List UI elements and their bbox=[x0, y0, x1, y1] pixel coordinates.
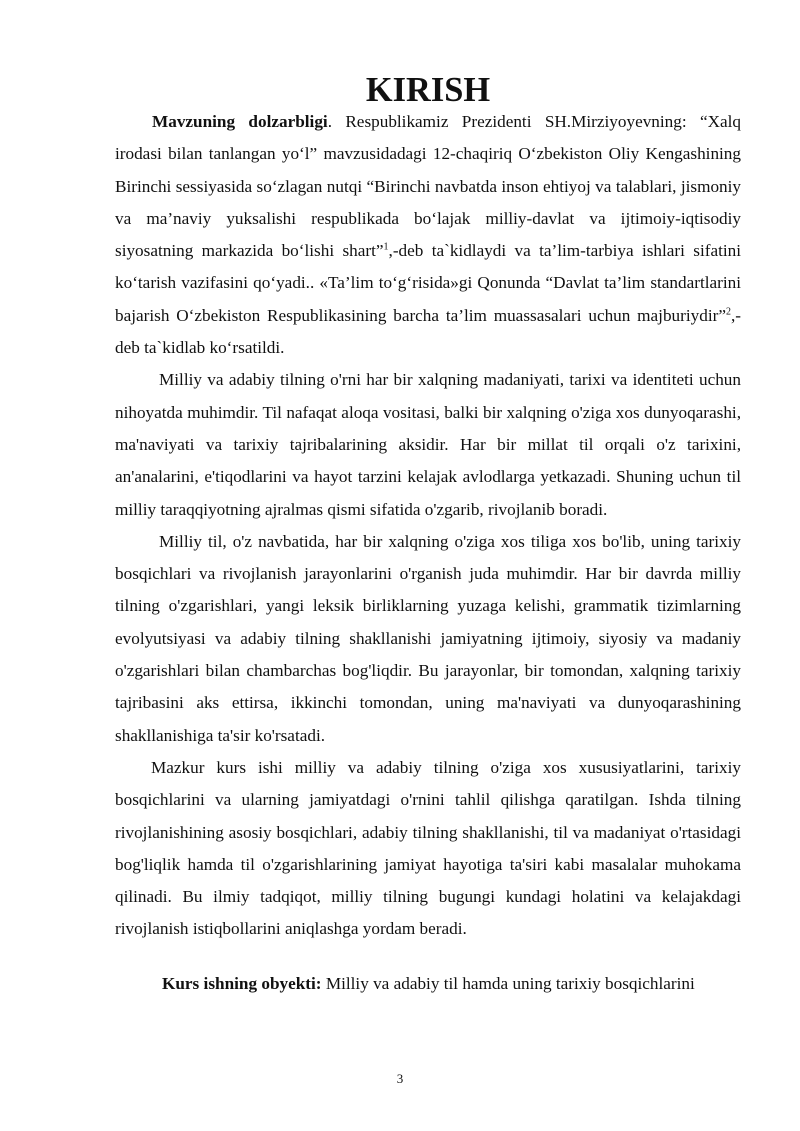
footnote-marker-1[interactable]: 1 bbox=[383, 241, 389, 253]
paragraph-national-language: Milliy til, o'z navbatida, har bir xalqning o'ziga xos tiliga xos bo'lib, uning tarixiy bosqichlari va rivojlanish jarayonlarini o'rganish juda muhimdir. Har bir davrda milliy tilning o'zgarishlari, yangi leksik birliklarning yuzaga kelishi, grammatik tizimlarning evolyutsiyasi va adabiy tilning shakllanishi jamiyatning ijtimoiy, siyosiy va madaniy o'zgarishlari bilan chambarchas bog'liqdir. Bu jarayonlar, bir tomondan, xalqning tarixiy tajribasini aks ettirsa, ikkinchi tomondan, uning ma'naviyati va dunyoqarashining shakllanishiga ta'sir ko'rsatadi. bbox=[115, 531, 741, 745]
paragraph-text: ,- deb ta`kidlab ko‘rsatildi. bbox=[115, 305, 741, 358]
section-title: KIRISH bbox=[365, 71, 491, 109]
paragraph-lead: Kurs ishning obyekti: bbox=[162, 973, 322, 993]
paragraph-course-aim: Mazkur kurs ishi milliy va adabiy tilning o'ziga xos xususiyatlarini, tarixiy bosqichlarini va ularning jamiyatdagi o'rnini tahlil qilishga qaratilgan. Ishda tilning rivojlanishining asosiy bosqichlari, adabiy tilning shakllanishi, til va madaniyat o'rtasidagi bog'liqlik hamda til o'zgarishlarining jamiyat hayotiga ta'siri kabi masalalar muhokama qilinadi. Bu ilmiy tadqiqot, milliy tilning bugungi kundagi holatini va kelajakdagi rivojlanish istiqbollarini aniqlashga yordam beradi. bbox=[115, 757, 741, 939]
paragraph-language-role: Milliy va adabiy tilning o'rni har bir xalqning madaniyati, tarixi va identiteti uchun nihoyatda muhimdir. Til nafaqat aloqa vositasi, balki bir xalqning o'ziga xos dunyoqarashi, ma'naviyati va tarixiy tajribalarining aksidir. Har bir millat til orqali o'z tarixini, an'analarini, e'tiqodlarini va hayot tarzini kelajak avlodlarga yetkazadi. Shuning uchun til milliy taraqqiyotning ajralmas qismi sifatida o'zgarib, rivojlanib boradi. bbox=[115, 370, 741, 519]
paragraph-text: . Respublikamiz Prezidenti SH.Mirziyoyevning: “Xalq irodasi bilan tanlangan yo‘l” mavzusidadagi 12-chaqiriq O‘zbekiston Oliy Kengashining Birinchi sessiyasida so‘zlagan nutqi “Birinchi navbatda inson ehtiyoj va talablari, jismoniy va ma’naviy yuksalishi respublikada bo‘lajak milliy-davlat va ijtimoiy-iqtisodiy siyosatning markazida bo‘lishi shart” bbox=[115, 112, 742, 261]
document-body bbox=[115, 71, 742, 1000]
paragraph-relevance bbox=[115, 106, 741, 364]
paragraph-lead: Mavzuning dolzarbligi bbox=[152, 112, 328, 131]
page-number: 3 bbox=[396, 1071, 404, 1086]
paragraph-text: ,-deb ta`kidlaydi va ta’lim-tarbiya ishlari sifatini ko‘tarish vazifasini qo‘yadi.. «Ta’lim to‘g‘risida»gi Qonunda “Davlat ta’lim standartlarini bajarish O‘zbekiston Respublikasining barcha ta’lim muassasalari uchun majburiydir” bbox=[115, 241, 742, 325]
footnote-marker-2[interactable]: 2 bbox=[725, 306, 731, 318]
paragraph-text: Milliy va adabiy til hamda uning tarixiy bosqichlarini bbox=[321, 973, 695, 993]
paragraph-course-object bbox=[115, 968, 741, 1000]
